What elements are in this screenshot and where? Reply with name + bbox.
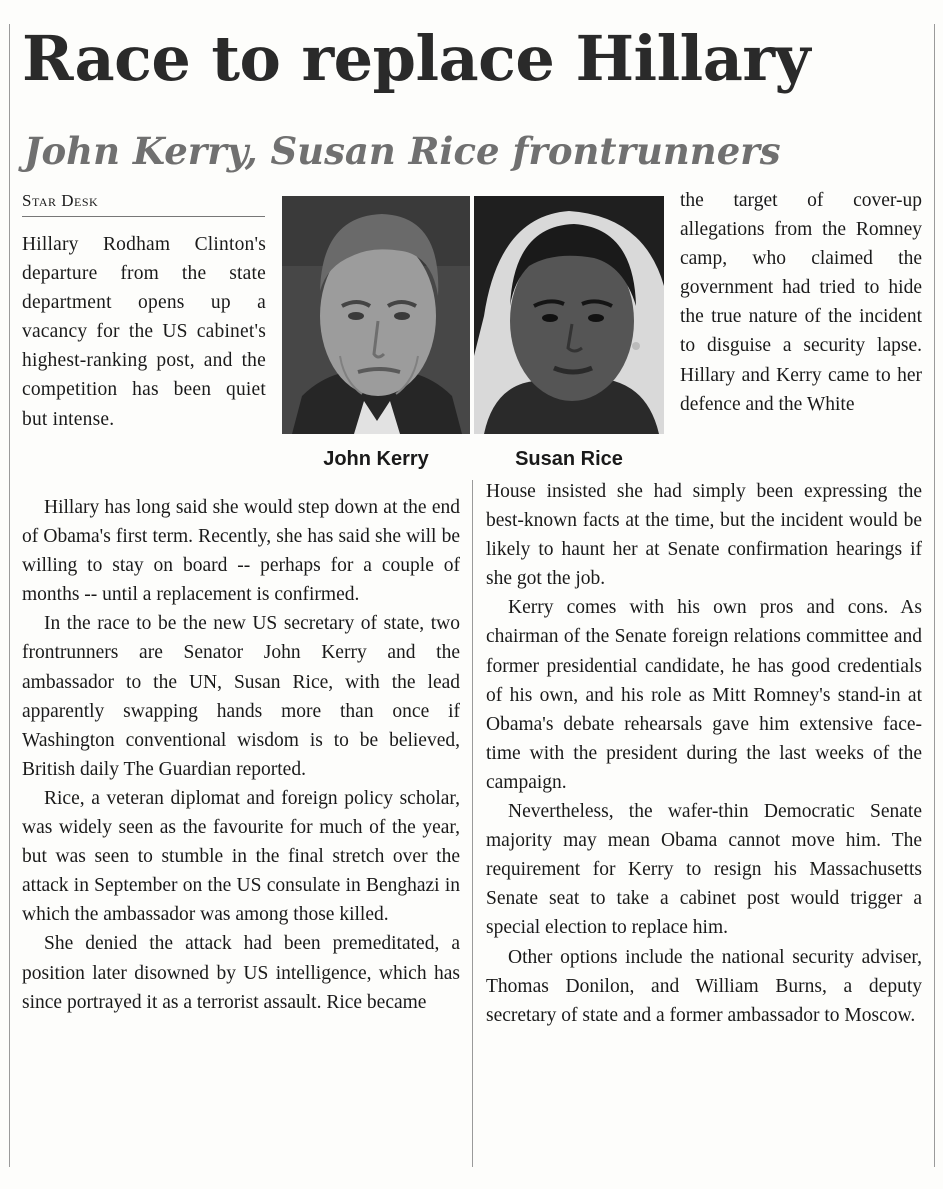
- article-paragraph: Kerry comes with his own pros and cons. As chairman of the Senate foreign relations committee and former presidential candidate, he has good credentials of his own, and his role as Mitt Romney's stand-in at Obama's debate rehearsals gave him extensive face-time with the president during the last weeks of the campaign.: [486, 597, 922, 793]
- article-column-left-top: [22, 230, 266, 434]
- subheadline: John Kerry, Susan Rice frontrunners: [24, 129, 781, 173]
- portrait-susan-rice: [474, 196, 664, 434]
- photo-john-kerry: [282, 196, 470, 434]
- article-column-left: [22, 493, 460, 1017]
- photo-susan-rice: [474, 196, 664, 434]
- article-paragraph: House insisted she had simply been expressing the best-known facts at the time, but the incident would be likely to haunt her at Senate confirmation hearings if she got the job.: [486, 481, 922, 590]
- left-column-rule: [9, 24, 10, 1167]
- article-paragraph: Other options include the national security adviser, Thomas Donilon, and William Burns, a deputy secretary of state and a former ambassador to Moscow.: [486, 946, 922, 1026]
- gutter-rule: [472, 480, 473, 1167]
- article-paragraph: She denied the attack had been premeditated, a position later disowned by US intelligence, which has since portrayed it as a terrorist assault. Rice became: [22, 933, 460, 1013]
- article-paragraph: Nevertheless, the wafer-thin Democratic Senate majority may mean Obama cannot move him. The requirement for Kerry to resign his Massachusetts Senate seat to take a cabinet post would trigger a special election to replace him.: [486, 801, 922, 939]
- caption-john-kerry: John Kerry: [323, 448, 429, 470]
- right-column-rule: [934, 24, 935, 1167]
- article-column-right: [486, 477, 922, 1030]
- caption-susan-rice: Susan Rice: [515, 448, 623, 470]
- article-column-right-top: [680, 186, 922, 419]
- article-paragraph: Rice, a veteran diplomat and foreign policy scholar, was widely seen as the favourite for much of the year, but was seen to stumble in the final stretch over the attack in September on the US consulate in Benghazi in which the ambassador was among those killed.: [22, 787, 460, 926]
- article-paragraph: Hillary Rodham Clinton's departure from the state department opens up a vacancy for the US cabinet's highest-ranking post, and the competition has been quiet but intense.: [22, 234, 266, 430]
- byline: Star Desk: [22, 188, 265, 217]
- article-paragraph: the target of cover-up allegations from the Romney camp, who claimed the government had tried to hide the true nature of the incident to disguise a security lapse. Hillary and Kerry came to her defence and the White: [680, 190, 922, 415]
- portrait-john-kerry: [282, 196, 470, 434]
- article-paragraph: Hillary has long said she would step down at the end of Obama's first term. Recently, she has said she will be willing to stay on board -- perhaps for a couple of months -- until a replacement is confirmed.: [22, 497, 460, 606]
- headline: Race to replace Hillary: [22, 22, 811, 95]
- article-paragraph: In the race to be the new US secretary of state, two frontrunners are Senator John Kerry and the ambassador to the UN, Susan Rice, with the lead apparently swapping hands more than once if Washington conventional wisdom is to be believed, British daily The Guardian reported.: [22, 613, 460, 780]
